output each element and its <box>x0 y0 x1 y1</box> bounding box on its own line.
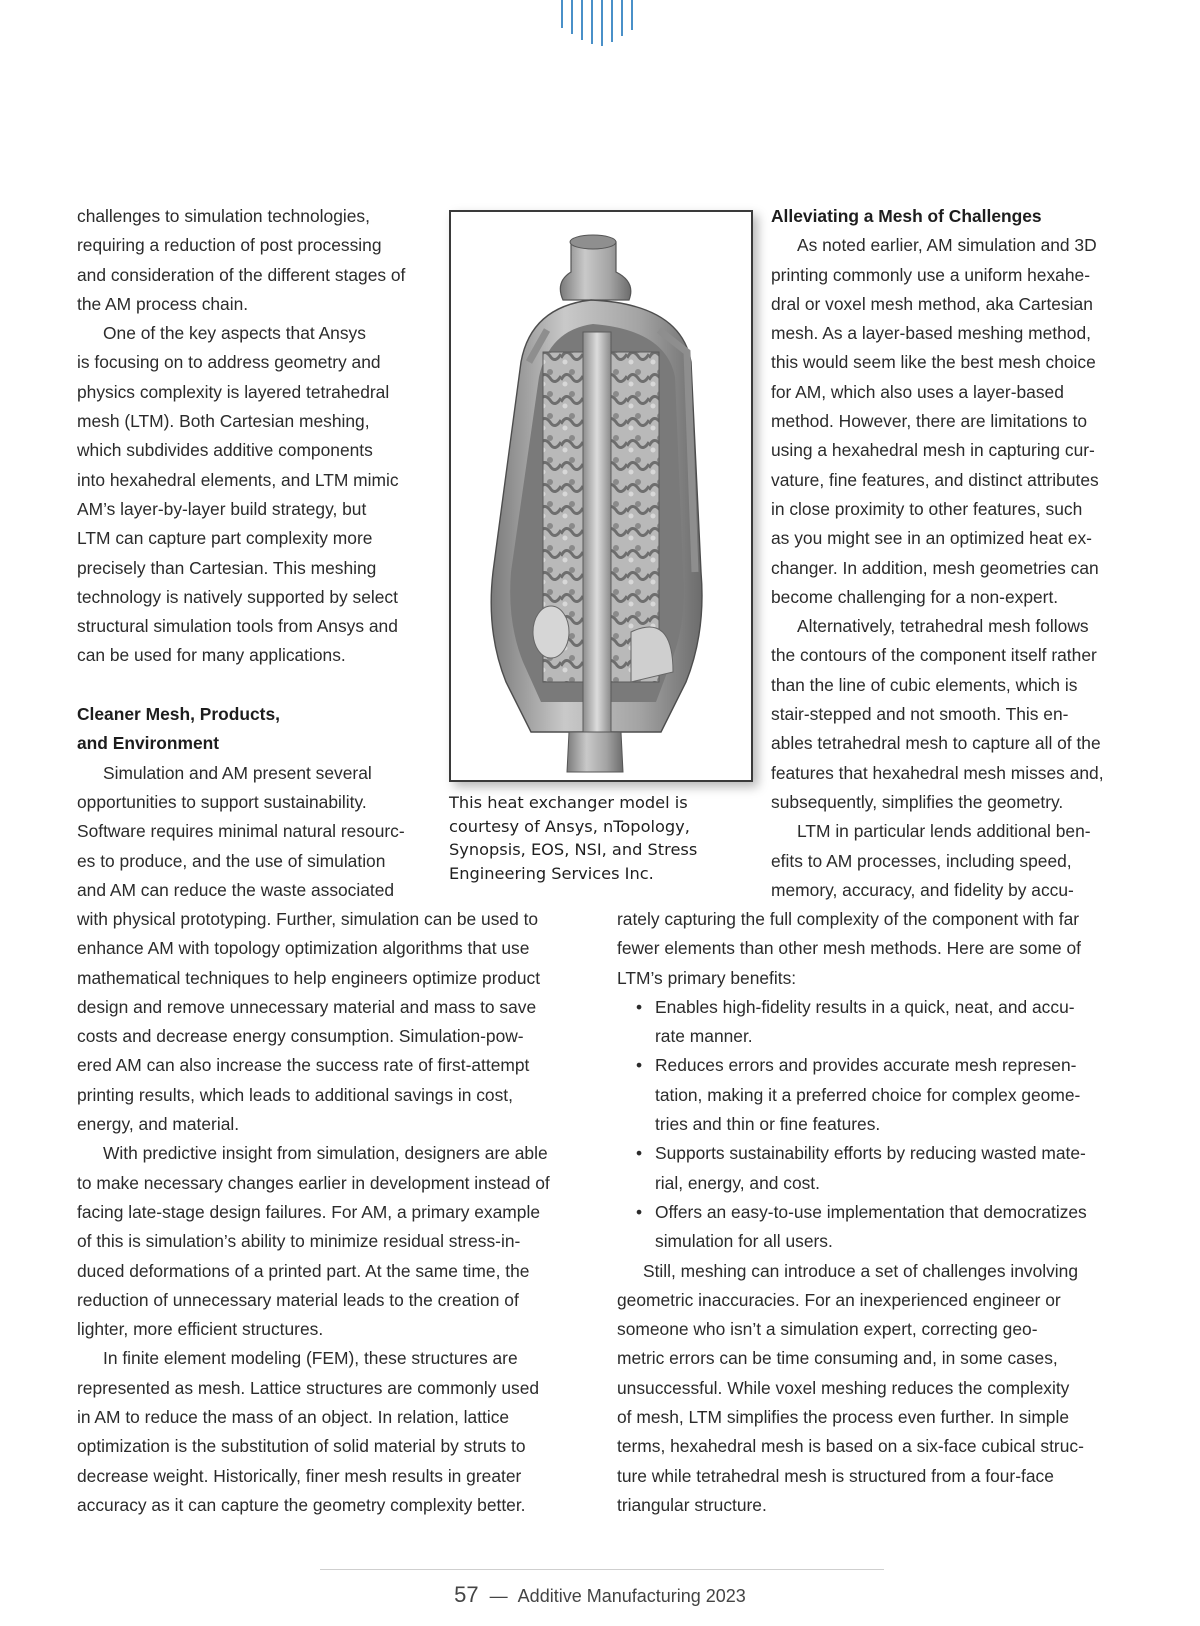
bullet-icon: • <box>636 1143 643 1164</box>
bullet-icon: • <box>636 996 643 1017</box>
header-lines-icon <box>560 0 644 48</box>
footer-dash: — <box>489 1586 508 1606</box>
publication-title: Additive Manufacturing 2023 <box>517 1586 746 1606</box>
paragraph: Still, meshing can introduce a set of challenges involving geometric inaccuracies. For an inexperienced engineer or someone who isn’t a simulation expert, correcting geo- metric errors can be time consuming and, in some cases, unsuccessful. While voxel meshing reduces the complexity of mesh, LTM simplifies the process even further. In simple terms, hexahedral mesh is based on a six-face cubical struc- ture while tetrahedral mesh is structured from a four-face triangular structure. <box>617 1260 1084 1515</box>
page-number: 57 <box>454 1582 479 1607</box>
paragraph: challenges to simulation technologies, requiring a reduction of post processing and consideration of the different stages of the AM process chain. <box>77 206 406 314</box>
footer-divider <box>320 1569 884 1570</box>
right-column-top <box>771 202 1151 905</box>
paragraph: Alternatively, tetrahedral mesh follows the contours of the component itself rather than the line of cubic elements, which is stair-stepped and not smooth. This en- ables tetrahedral mesh to capture all of the features that hexahedral mesh misses and, subsequently, simplifies the geometry. <box>771 616 1104 812</box>
section-heading: Alleviating a Mesh of Challenges <box>771 206 1042 226</box>
paragraph: With predictive insight from simulation, designers are able to make necessary changes earlier in development instead of facing late-stage design failures. For AM, a primary example of this is simulation’s ability to minimize residual stress-in- duced deformations of a printed part. At the same time, the reduction of unnecessary material leads to the creation of lighter, more efficient structures. <box>77 1143 550 1340</box>
heat-exchanger-figure <box>449 210 753 782</box>
section-heading: Cleaner Mesh, Products, and Environment <box>77 704 280 754</box>
heat-exchanger-illustration <box>451 212 751 780</box>
bullet-icon: • <box>636 1055 643 1076</box>
paragraph: Simulation and AM present several opportunities to support sustainability. Software requires minimal natural resourc- es to produce, and the use of simulation and AM can reduce the waste associated <box>77 762 405 900</box>
bullet-item: • Supports sustainability efforts by reducing wasted mate- rial, energy, and cost. <box>617 1139 1137 1198</box>
paragraph: rately capturing the full complexity of the component with far fewer elements than other mesh methods. Here are some of LTM’s primary benefits: <box>617 909 1081 988</box>
figure-caption: This heat exchanger model is courtesy of Ansys, nTopology, Synopsis, EOS, NSI, and Stress Engineering Services Inc. <box>449 793 698 883</box>
paragraph: LTM in particular lends additional ben- efits to AM processes, including speed, memory, accuracy, and fidelity by accu- <box>771 821 1091 900</box>
paragraph: As noted earlier, AM simulation and 3D printing commonly use a uniform hexahe- dral or voxel mesh method, aka Cartesian mesh. As a layer-based meshing method, this would seem like the best mesh choice for AM, which also uses a layer-based method. However, there are limitations to using a hexahedral mesh in capturing cur- vature, fine features, and distinct attributes in close proximity to other features, such as you might see in an optimized heat ex- changer. In addition, mesh geometries can become challenging for a non-expert. <box>771 235 1099 607</box>
paragraph: with physical prototyping. Further, simulation can be used to enhance AM with topology optimization algorithms that use mathematical techniques to help engineers optimize product design and remove unnecessary material and mass to save costs and decrease energy consumption. Simulation-pow- ered AM can also increase the success rate of first-attempt printing results, which leads to additional savings in cost, energy, and material. <box>77 909 541 1135</box>
bullet-item: • Enables high-fidelity results in a quick, neat, and accu- rate manner. <box>617 993 1137 1052</box>
left-column-top <box>77 202 437 905</box>
bullet-item: • Reduces errors and provides accurate mesh represen- tation, making it a preferred choice for complex geome- tries and thin or fine features. <box>617 1051 1137 1139</box>
left-column-bottom <box>77 905 597 1520</box>
bullet-icon: • <box>636 1201 643 1222</box>
paragraph: One of the key aspects that Ansys is focusing on to address geometry and physics complexity is layered tetrahedral mesh (LTM). Both Cartesian meshing, which subdivides additive components into hexahedral elements, and LTM mimic AM’s layer-by-layer build strategy, but LTM can capture part complexity more precisely than Cartesian. This meshing technology is natively supported by select structural simulation tools from Ansys and can be used for many applications. <box>77 323 399 666</box>
page-footer <box>0 1582 1200 1608</box>
paragraph: In finite element modeling (FEM), these structures are represented as mesh. Lattice structures are commonly used in AM to reduce the mass of an object. In relation, lattice optimization is the substitution of solid material by struts to decrease weight. Historically, finer mesh results in greater accuracy as it can capture the geometry complexity better. <box>77 1348 540 1515</box>
right-column-bottom <box>617 905 1137 1520</box>
bullet-item: • Offers an easy-to-use implementation that democratizes simulation for all users. <box>617 1198 1137 1257</box>
